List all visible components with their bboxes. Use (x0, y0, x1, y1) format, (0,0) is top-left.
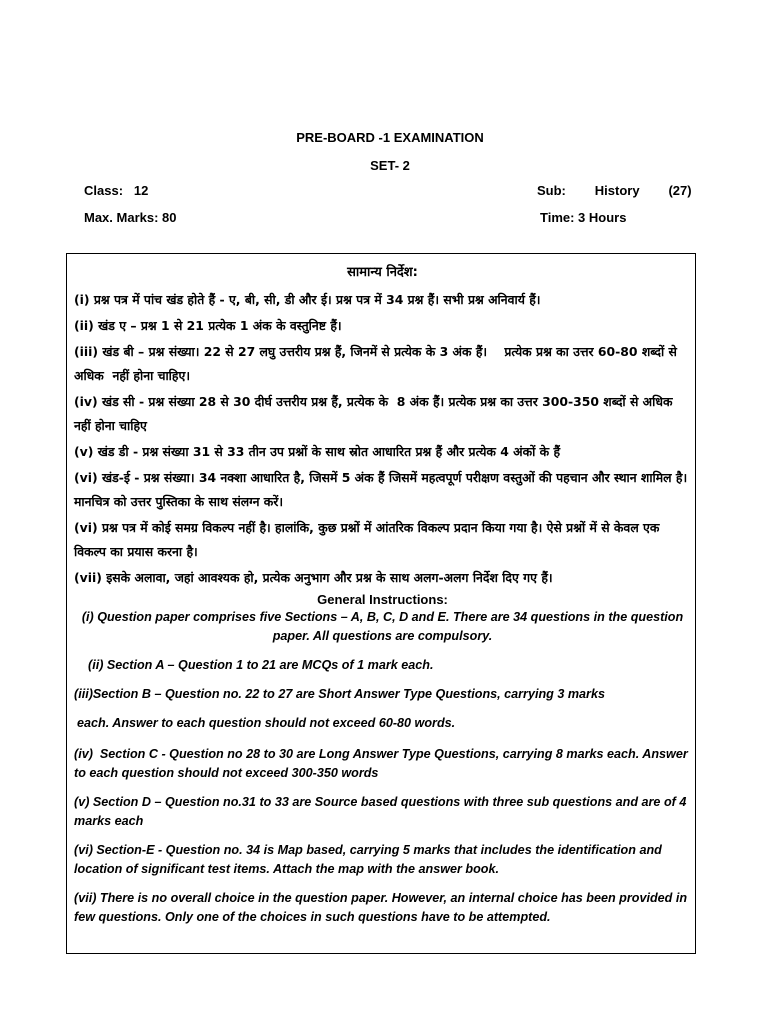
set-label: SET- 2 (370, 158, 410, 173)
hindi-instruction-1: (i) प्रश्न पत्र में पांच खंड होते हैं - ए, बी, सी, डी और ई। प्रश्न पत्र में 34 प्रश्न हैं। सभी प्रश्न अनिवार्य हैं। (74, 292, 541, 307)
hindi-instruction-6: (vi) खंड-ई - प्रश्न संख्या। 34 नक्शा आधारित है, जिसमें 5 अंक हैं जिसमें महत्वपूर्ण परीक्षण वस्तुओं की पहचान और स्थान शामिल है। मानचित्र को उत्तर पुस्तिका के साथ संलग्न करें। (74, 470, 709, 509)
english-instruction-5: (v) Section D – Question no.31 to 33 are Source based questions with three sub questions and are of 4 marks each (74, 795, 687, 828)
english-instruction-7: (vii) There is no overall choice in the question paper. However, an internal choice has been provided in few questions. Only one of the choices in such questions have to be attempted. (74, 891, 688, 924)
hindi-instruction-5: (v) खंड डी - प्रश्न संख्या 31 से 33 तीन उप प्रश्नों के साथ स्रोत आधारित प्रश्न हैं और प्रत्येक 4 अंकों के हैं (74, 444, 561, 459)
general-instructions-heading: General Instructions: (317, 592, 448, 607)
time-label: Time: 3 Hours (540, 210, 627, 225)
english-instruction-1: (i) Question paper comprises five Sections – A, B, C, D and E. There are 34 questions in the question paper. All questions are compulsory. (81, 610, 684, 643)
hindi-instruction-7: (vi) प्रश्न पत्र में कोई समग्र विकल्प नहीं है। हालांकि, कुछ प्रश्नों में आंतरिक विकल्प प्रदान किया गया है। ऐसे प्रश्नों में से केवल एक विकल्प का प्रयास करना है। (74, 520, 677, 559)
instructions-box (66, 253, 709, 954)
english-instruction-3: (iii)Section B – Question no. 22 to 27 are Short Answer Type Questions, carrying 3 marks (74, 687, 605, 701)
hindi-instructions-heading: सामान्य निर्देश: (347, 265, 418, 280)
class-label: Class: 12 (84, 183, 149, 198)
english-instruction-6: (vi) Section-E - Question no. 34 is Map based, carrying 5 marks that includes the identification and location of significant test items. Attach the map with the answer book. (74, 843, 662, 876)
subject-label: Sub: History (27) (537, 183, 692, 198)
hindi-instruction-4: (iv) खंड सी - प्रश्न संख्या 28 से 30 दीर्घ उत्तरीय प्रश्न हैं, प्रत्येक के 8 अंक हैं। प्रत्येक प्रश्न का उत्तर 300-350 शब्दों से अधिक नहीं होना चाहिए (74, 394, 695, 433)
english-instruction-3-continued: each. Answer to each question should not exceed 60-80 words. (77, 716, 456, 730)
hindi-instruction-3: (iii) खंड बी – प्रश्न संख्या। 22 से 27 लघु उत्तरीय प्रश्न हैं, जिनमें से प्रत्येक के 3 अंक हैं। प्रत्येक प्रश्न का उत्तर 60-80 शब्दों से अधिक नहीं होना चाहिए। (74, 344, 690, 383)
hindi-instruction-8: (vii) इसके अलावा, जहां आवश्यक हो, प्रत्येक अनुभाग और प्रश्न के साथ अलग-अलग निर्देश दिए गए हैं। (74, 570, 553, 585)
english-instruction-4: (iv) Section C - Question no 28 to 30 are Long Answer Type Questions, carrying 8 marks each. Answer to each question should not exceed 300-350 words (74, 747, 692, 780)
max-marks-label: Max. Marks: 80 (84, 210, 177, 225)
exam-title: PRE-BOARD -1 EXAMINATION (296, 130, 484, 145)
hindi-instruction-2: (ii) खंड ए – प्रश्न 1 से 21 प्रत्येक 1 अंक के वस्तुनिष्ट हैं। (74, 318, 342, 333)
english-instruction-2: (ii) Section A – Question 1 to 21 are MCQs of 1 mark each. (88, 658, 434, 672)
